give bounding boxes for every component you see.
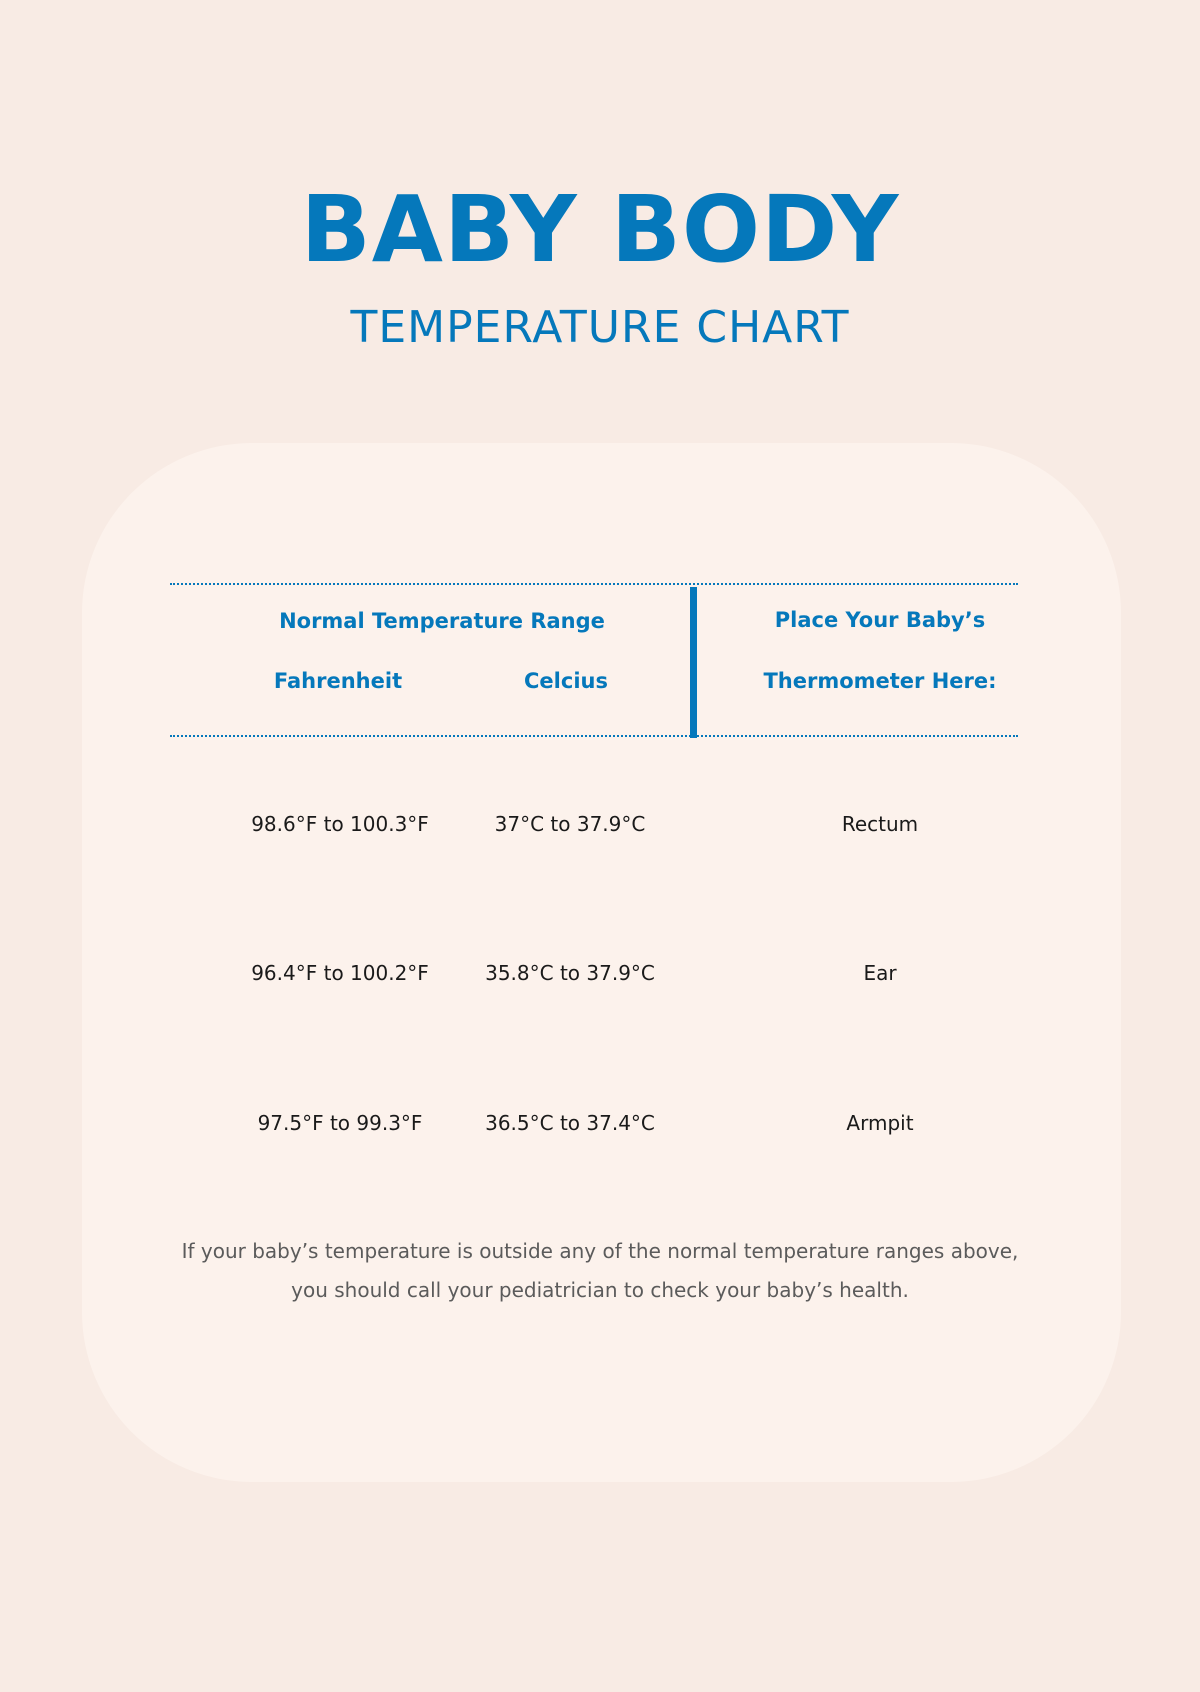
- celsius-header: Celcius: [524, 669, 608, 693]
- fahrenheit-cell: 98.6°F to 100.3°F: [251, 812, 429, 836]
- table-top-divider: [170, 583, 1018, 585]
- location-cell: Rectum: [841, 812, 919, 836]
- fahrenheit-cell: 97.5°F to 99.3°F: [257, 1111, 423, 1135]
- page-title: BABY BODY: [300, 176, 900, 283]
- advice-note-line1: If your baby’s temperature is outside any of the normal temperature ranges above,: [181, 1239, 1019, 1263]
- table-bottom-divider: [170, 735, 1018, 737]
- normal-range-header: Normal Temperature Range: [279, 609, 605, 633]
- location-cell: Ear: [863, 961, 897, 985]
- fahrenheit-cell: 96.4°F to 100.2°F: [251, 961, 429, 985]
- celsius-cell: 36.5°C to 37.4°C: [485, 1111, 655, 1135]
- advice-note: [150, 1232, 1050, 1310]
- page-subtitle: TEMPERATURE CHART: [350, 302, 850, 353]
- location-header-line1: Place Your Baby’s: [774, 608, 986, 632]
- fahrenheit-header: Fahrenheit: [273, 669, 403, 693]
- celsius-cell: 37°C to 37.9°C: [494, 812, 646, 836]
- celsius-cell: 35.8°C to 37.9°C: [485, 961, 655, 985]
- location-header-line2: Thermometer Here:: [763, 669, 997, 693]
- location-cell: Armpit: [846, 1111, 914, 1135]
- column-separator: [690, 587, 697, 738]
- advice-note-line2: you should call your pediatrician to check your baby’s health.: [291, 1278, 909, 1302]
